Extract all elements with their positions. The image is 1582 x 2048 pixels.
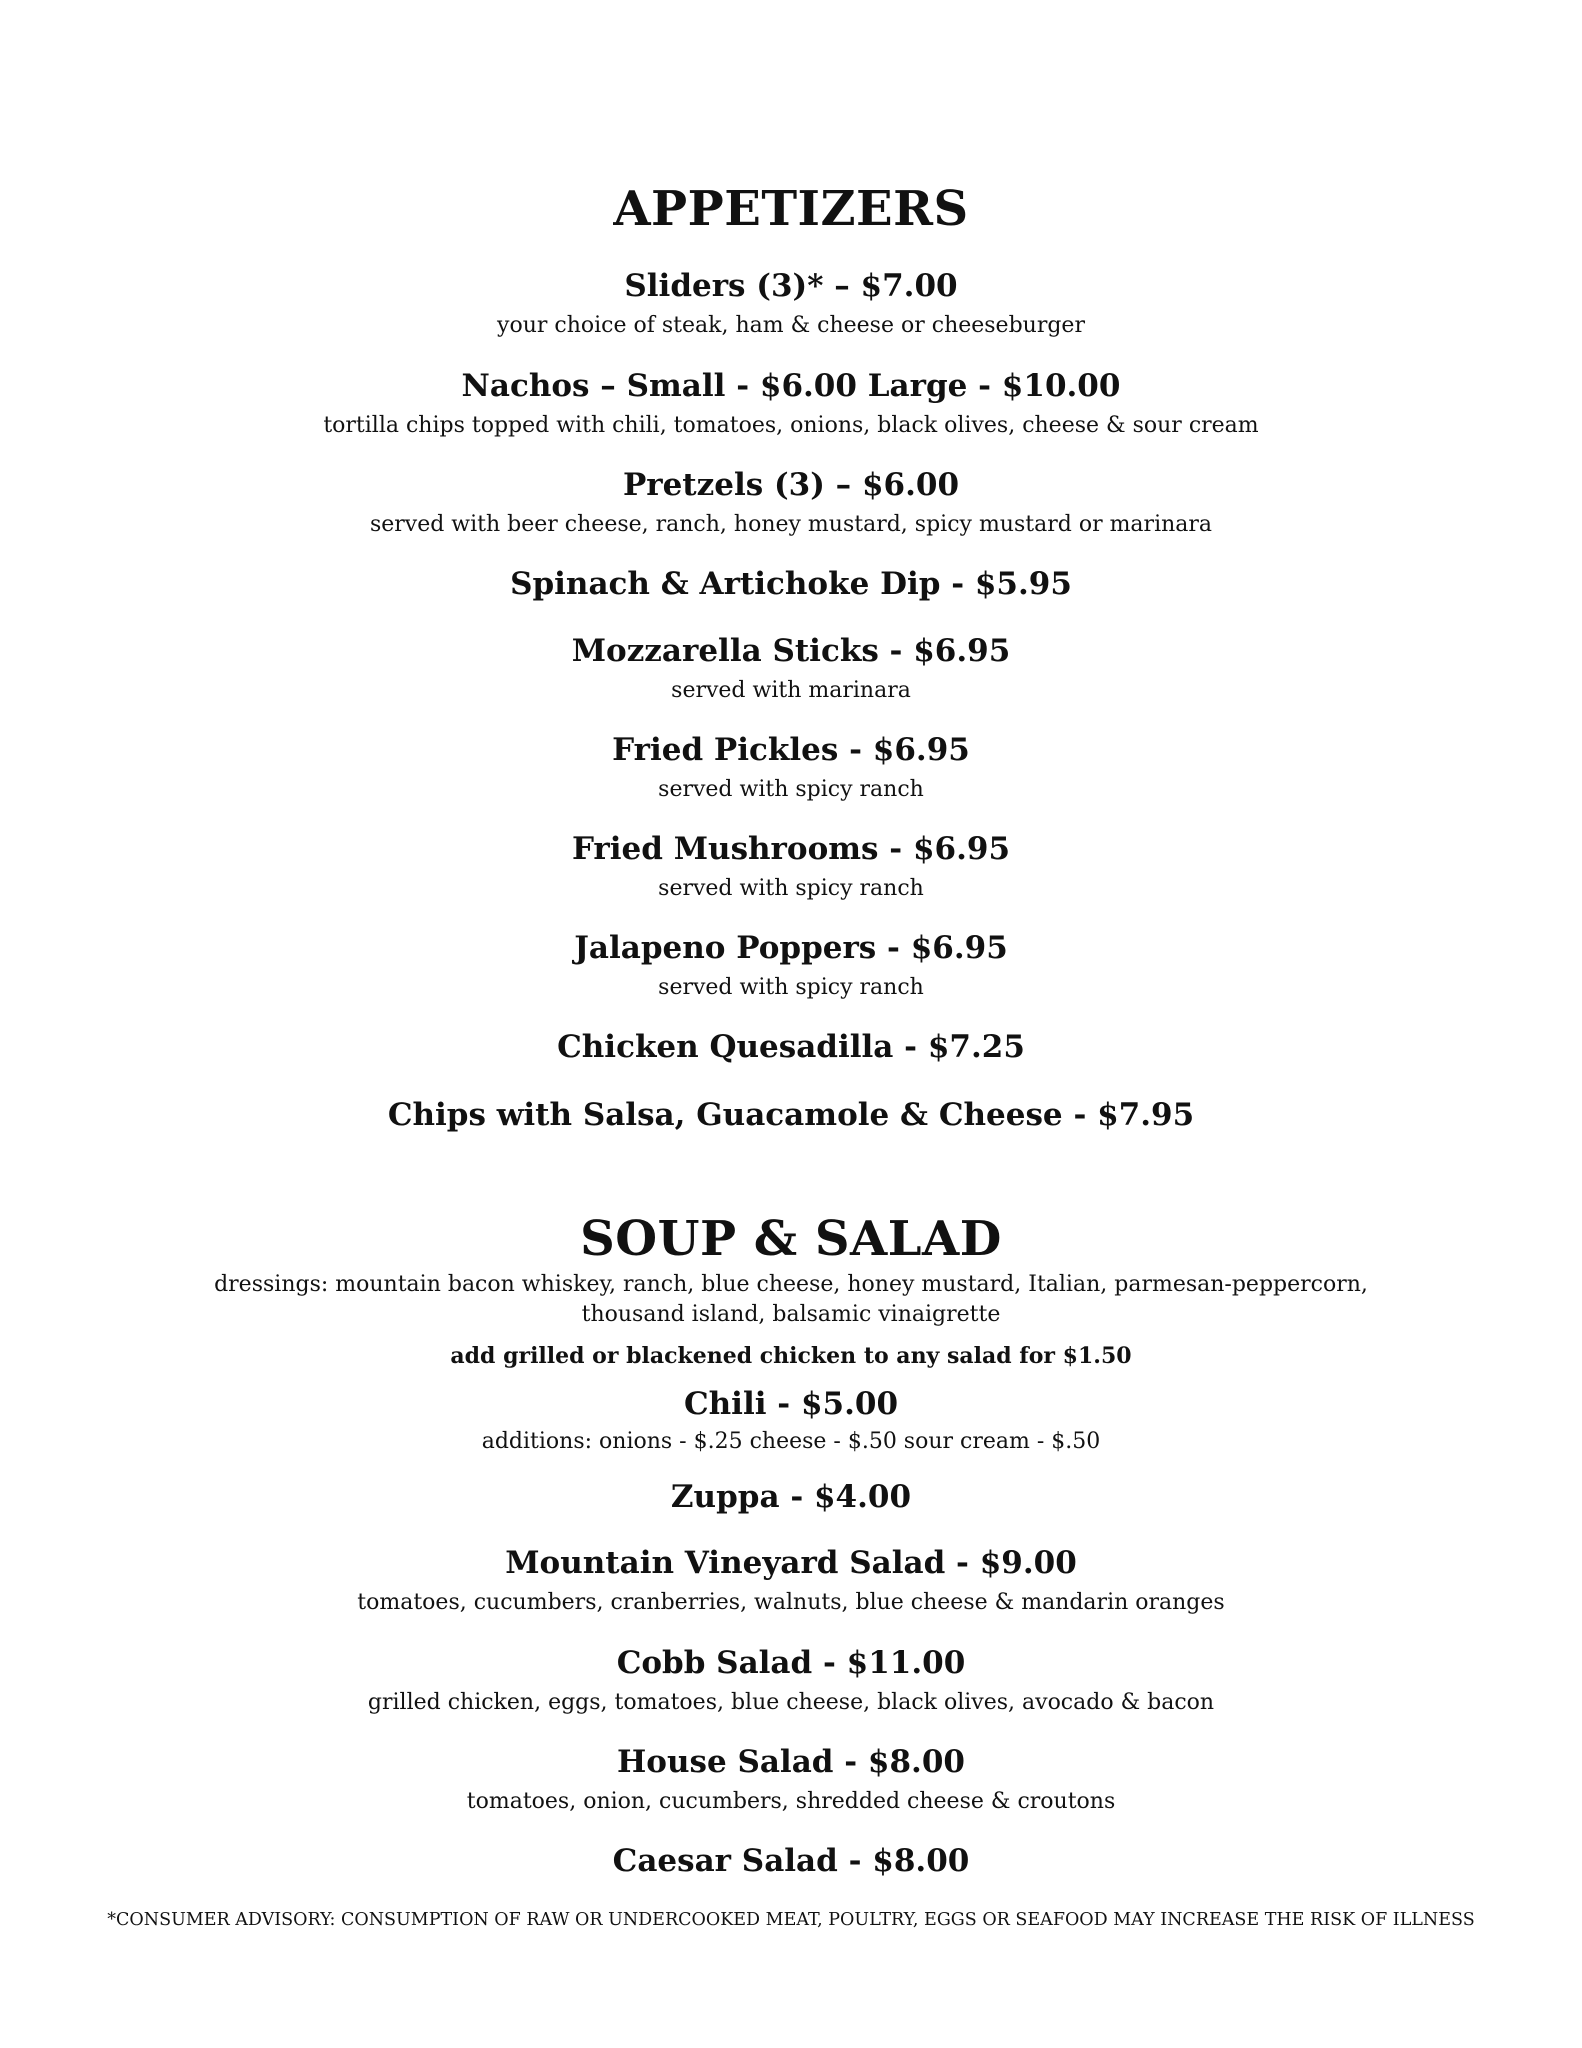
menu-item-house-salad: House Salad - $8.00 — [616, 1744, 965, 1780]
menu-item-chili-desc: additions: onions - $.25 cheese - $.50 sour cream - $.50 — [481, 1429, 1101, 1454]
appetizers-heading: APPETIZERS — [613, 181, 969, 237]
menu-item-house-salad-desc: tomatoes, onion, cucumbers, shredded cheese & croutons — [466, 1789, 1116, 1814]
menu-item-mountain-vineyard-salad-desc: tomatoes, cucumbers, cranberries, walnuts, blue cheese & mandarin oranges — [357, 1590, 1225, 1615]
dressings-line-1: dressings: mountain bacon whiskey, ranch, blue cheese, honey mustard, Italian, parmesan-peppercorn, — [214, 1272, 1368, 1297]
menu-item-jalapeno-poppers: Jalapeno Poppers - $6.95 — [574, 930, 1008, 966]
menu-item-spinach-dip: Spinach & Artichoke Dip - $5.95 — [510, 566, 1072, 602]
dressings-line-2: thousand island, balsamic vinaigrette — [581, 1302, 1001, 1327]
menu-item-mozzarella-sticks: Mozzarella Sticks - $6.95 — [571, 633, 1011, 669]
menu-item-pretzels-desc: served with beer cheese, ranch, honey mustard, spicy mustard or marinara — [369, 512, 1213, 537]
chicken-addon-note: add grilled or blackened chicken to any salad for $1.50 — [450, 1343, 1132, 1369]
menu-item-caesar-salad: Caesar Salad - $8.00 — [612, 1843, 970, 1879]
menu-item-mozzarella-sticks-desc: served with marinara — [671, 678, 911, 703]
menu-item-mountain-vineyard-salad: Mountain Vineyard Salad - $9.00 — [505, 1545, 1077, 1581]
menu-item-chicken-quesadilla: Chicken Quesadilla - $7.25 — [557, 1029, 1025, 1065]
consumer-advisory: *CONSUMER ADVISORY: CONSUMPTION OF RAW OR UNDERCOOKED MEAT, POULTRY, EGGS OR SEAFOOD MAY INCREASE THE RISK OF ILLNESS — [107, 1910, 1475, 1930]
menu-item-nachos-desc: tortilla chips topped with chili, tomatoes, onions, black olives, cheese & sour cream — [323, 413, 1259, 438]
menu-item-sliders-desc: your choice of steak, ham & cheese or cheeseburger — [497, 313, 1085, 338]
menu-item-fried-pickles-desc: served with spicy ranch — [658, 777, 924, 802]
menu-item-chips-salsa: Chips with Salsa, Guacamole & Cheese - $7.95 — [387, 1097, 1195, 1133]
menu-item-chili: Chili - $5.00 — [683, 1386, 899, 1422]
menu-item-pretzels: Pretzels (3) – $6.00 — [622, 467, 960, 503]
menu-item-nachos: Nachos – Small - $6.00 Large - $10.00 — [461, 368, 1121, 404]
menu-item-fried-pickles: Fried Pickles - $6.95 — [612, 732, 970, 768]
soup-salad-heading: SOUP & SALAD — [580, 1211, 1002, 1267]
menu-item-zuppa: Zuppa - $4.00 — [670, 1479, 912, 1515]
menu-item-cobb-salad: Cobb Salad - $11.00 — [616, 1645, 966, 1681]
menu-item-fried-mushrooms: Fried Mushrooms - $6.95 — [571, 831, 1011, 867]
menu-item-cobb-salad-desc: grilled chicken, eggs, tomatoes, blue cheese, black olives, avocado & bacon — [367, 1690, 1215, 1715]
menu-item-fried-mushrooms-desc: served with spicy ranch — [658, 876, 924, 901]
menu-item-sliders: Sliders (3)* – $7.00 — [624, 268, 958, 304]
menu-item-jalapeno-poppers-desc: served with spicy ranch — [658, 975, 924, 1000]
